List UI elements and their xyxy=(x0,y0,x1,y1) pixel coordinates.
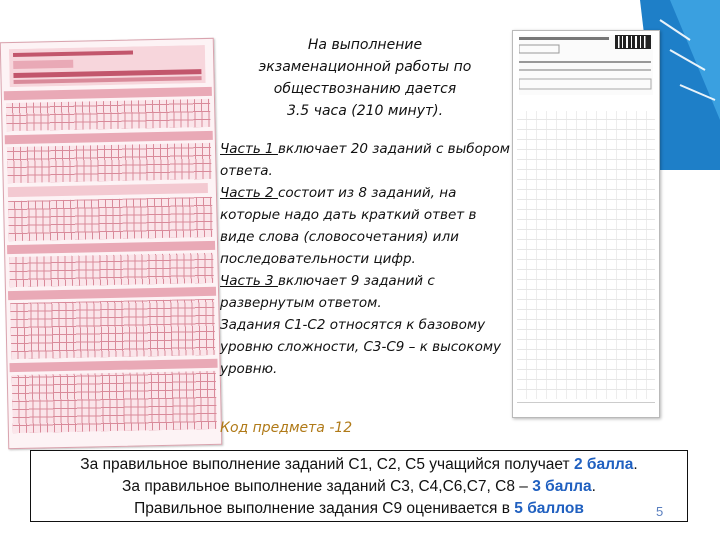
part-3-label: Часть 3 xyxy=(220,273,278,289)
answer-form-1-image xyxy=(0,38,222,449)
part-3-text xyxy=(220,270,510,314)
part-3-body: включает 9 заданий с развернутым ответом. xyxy=(220,273,435,311)
page-number: 5 xyxy=(656,504,664,519)
part-2-label: Часть 2 xyxy=(220,185,278,201)
scoring-text: . xyxy=(633,456,638,473)
answer-form-2-image xyxy=(512,30,660,418)
intro-line: экзаменационной работы по xyxy=(258,59,472,75)
intro-line: обществознанию дается xyxy=(273,81,457,97)
difficulty-text: Задания С1-С2 относятся к базовому уровню сложности, С3-С9 – к высокому уровню. xyxy=(220,317,502,377)
scoring-box xyxy=(30,450,688,522)
scoring-line-1 xyxy=(31,454,687,476)
form-footer xyxy=(517,402,655,413)
intro-line: 3.5 часа (210 минут). xyxy=(286,103,444,119)
points-value: 3 балла xyxy=(532,478,592,495)
answer-lines xyxy=(517,111,655,399)
scoring-line-3 xyxy=(31,498,687,520)
points-value: 2 балла xyxy=(573,456,634,473)
scoring-text: За правильное выполнение заданий С3, С4,С6,С7, С8 – xyxy=(122,478,533,495)
subject-code: Код предмета -12 xyxy=(220,420,353,436)
part-1-body: включает 20 заданий с выбором ответа. xyxy=(220,141,510,179)
scoring-text: . xyxy=(591,478,596,495)
part-2-body: состоит из 8 заданий, на которые надо дать краткий ответ в виде слова (словосочетания) или последовательности цифр. xyxy=(220,185,477,267)
points-value: 5 баллов xyxy=(514,500,584,517)
part-1-text xyxy=(220,138,510,182)
form-header xyxy=(519,35,653,95)
scoring-text: За правильное выполнение заданий С1, С2, С5 учащийся получает xyxy=(80,456,574,473)
parts-description xyxy=(220,138,510,380)
intro-line: На выполнение xyxy=(307,37,423,53)
intro-text xyxy=(222,34,508,122)
part-1-label: Часть 1 xyxy=(220,141,278,157)
part-2-text xyxy=(220,182,510,270)
form-header xyxy=(9,45,206,87)
scoring-text: Правильное выполнение задания С9 оценивается в xyxy=(134,500,515,517)
scoring-line-2 xyxy=(31,476,687,498)
